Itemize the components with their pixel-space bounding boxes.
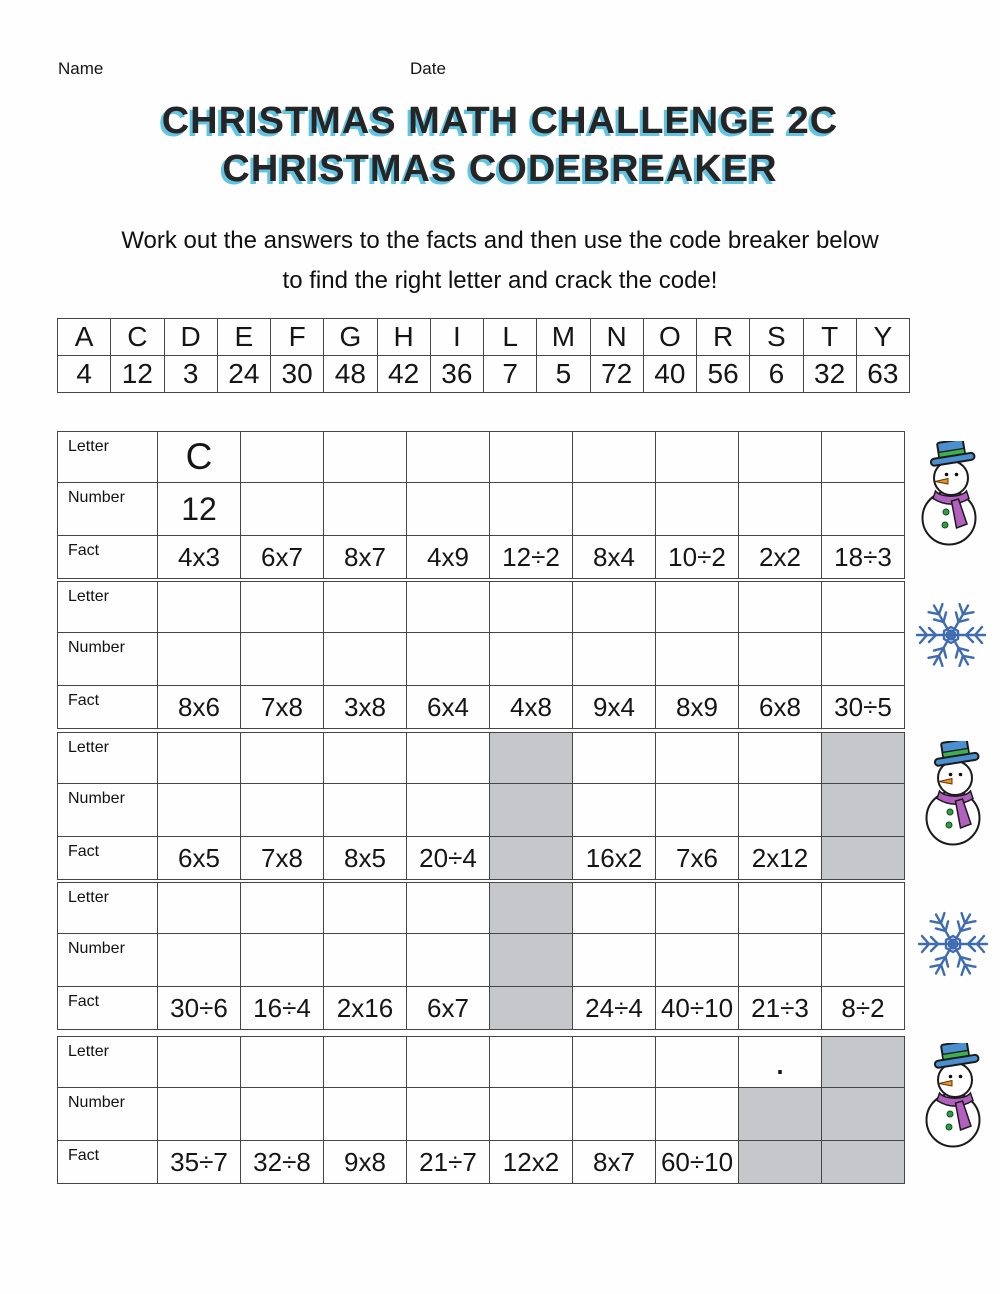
letter-cell: [656, 883, 739, 934]
fact-cell: 2x12: [739, 837, 822, 880]
number-row: [58, 1088, 905, 1141]
letter-cell: [573, 1037, 656, 1088]
instructions-line1: Work out the answers to the facts and then use the code breaker below: [121, 227, 879, 254]
fact-cell: 60÷10: [656, 1141, 739, 1184]
puzzle-table-2: [57, 581, 905, 729]
code-number-cell: 56: [697, 356, 750, 393]
fact-cell: [822, 1141, 905, 1184]
number-cell: [739, 1088, 822, 1141]
fact-cell: 9x4: [573, 686, 656, 729]
fact-cell: 6x5: [158, 837, 241, 880]
codebreaker-key-table: [57, 318, 910, 393]
fact-row: [58, 1141, 905, 1184]
letter-cell: [573, 733, 656, 784]
fact-cell: 8x7: [324, 536, 407, 579]
row-label-number: Number: [58, 784, 158, 837]
number-cell: [656, 483, 739, 536]
letter-cell: [241, 883, 324, 934]
code-letter-cell: G: [324, 319, 377, 356]
code-number-cell: 36: [430, 356, 483, 393]
fact-cell: 2x16: [324, 987, 407, 1030]
code-number-cell: 6: [750, 356, 803, 393]
number-cell: 12: [158, 483, 241, 536]
fact-row: [58, 686, 905, 729]
row-label-letter: Letter: [58, 432, 158, 483]
fact-cell: 8x4: [573, 536, 656, 579]
letter-cell: [822, 582, 905, 633]
letter-cell: [490, 733, 573, 784]
fact-cell: 8x5: [324, 837, 407, 880]
letter-cell: [573, 432, 656, 483]
letter-cell: [241, 582, 324, 633]
fact-cell: 18÷3: [822, 536, 905, 579]
letter-cell: [490, 432, 573, 483]
row-label-letter: Letter: [58, 1037, 158, 1088]
number-cell: [739, 483, 822, 536]
snowman-icon: [924, 741, 986, 847]
fact-cell: 9x8: [324, 1141, 407, 1184]
code-number-cell: 24: [217, 356, 270, 393]
snowflake-icon: [913, 597, 989, 673]
number-cell: [158, 784, 241, 837]
page-title-line1: CHRISTMAS MATH CHALLENGE 2C: [161, 100, 839, 142]
number-cell: [490, 934, 573, 987]
letter-cell: [739, 432, 822, 483]
fact-cell: 8x7: [573, 1141, 656, 1184]
puzzle-table-4: [57, 882, 905, 1030]
letter-cell: [822, 1037, 905, 1088]
fact-cell: [490, 837, 573, 880]
letter-cell: [324, 733, 407, 784]
letter-cell: [822, 883, 905, 934]
fact-cell: [490, 987, 573, 1030]
letter-cell: [656, 1037, 739, 1088]
number-cell: [656, 1088, 739, 1141]
letter-cell: [490, 883, 573, 934]
row-label-letter: Letter: [58, 883, 158, 934]
row-label-number: Number: [58, 1088, 158, 1141]
fact-cell: 7x8: [241, 837, 324, 880]
snowman-icon: [924, 1043, 986, 1149]
fact-cell: 2x2: [739, 536, 822, 579]
fact-cell: 7x8: [241, 686, 324, 729]
fact-cell: 7x6: [656, 837, 739, 880]
letter-cell: [656, 432, 739, 483]
fact-cell: 30÷6: [158, 987, 241, 1030]
name-label: Name: [58, 59, 104, 78]
code-letter-cell: T: [803, 319, 856, 356]
number-cell: [490, 784, 573, 837]
fact-row: [58, 987, 905, 1030]
letter-cell: [407, 582, 490, 633]
number-cell: [490, 1088, 573, 1141]
fact-cell: 6x7: [407, 987, 490, 1030]
puzzle-table-1: [57, 431, 905, 579]
letter-cell: [158, 883, 241, 934]
code-letter-cell: I: [430, 319, 483, 356]
code-letter-cell: L: [484, 319, 537, 356]
fact-cell: 10÷2: [656, 536, 739, 579]
number-cell: [241, 784, 324, 837]
fact-row: [58, 536, 905, 579]
fact-cell: [822, 837, 905, 880]
code-letter-cell: A: [58, 319, 111, 356]
code-letter-cell: D: [164, 319, 217, 356]
number-cell: [407, 483, 490, 536]
fact-cell: 8x9: [656, 686, 739, 729]
row-label-fact: Fact: [58, 1141, 158, 1184]
row-label-fact: Fact: [58, 987, 158, 1030]
fact-cell: 16÷4: [241, 987, 324, 1030]
code-number-cell: 12: [111, 356, 164, 393]
number-cell: [822, 1088, 905, 1141]
letter-cell: [324, 883, 407, 934]
instructions-line2: to find the right letter and crack the code!: [282, 267, 718, 294]
fact-cell: 8÷2: [822, 987, 905, 1030]
number-row: [58, 633, 905, 686]
row-label-fact: Fact: [58, 837, 158, 880]
code-letters-row: [58, 319, 910, 356]
letter-row: [58, 733, 905, 784]
fact-cell: 30÷5: [822, 686, 905, 729]
letter-cell: [407, 733, 490, 784]
code-letter-cell: N: [590, 319, 643, 356]
number-cell: [407, 633, 490, 686]
letter-cell: [739, 733, 822, 784]
letter-row: [58, 582, 905, 633]
number-row: [58, 934, 905, 987]
code-numbers-row: [58, 356, 910, 393]
row-label-number: Number: [58, 633, 158, 686]
letter-cell: [490, 582, 573, 633]
number-cell: [158, 633, 241, 686]
number-cell: [158, 934, 241, 987]
letter-cell: [407, 883, 490, 934]
number-cell: [490, 483, 573, 536]
puzzle-table-3: [57, 732, 905, 880]
letter-cell: [822, 432, 905, 483]
letter-cell: [822, 733, 905, 784]
row-label-fact: Fact: [58, 686, 158, 729]
letter-cell: [324, 1037, 407, 1088]
code-letter-cell: F: [271, 319, 324, 356]
letter-row: [58, 432, 905, 483]
code-number-cell: 48: [324, 356, 377, 393]
number-cell: [739, 934, 822, 987]
code-letter-cell: O: [643, 319, 696, 356]
letter-cell: [573, 582, 656, 633]
letter-cell: [324, 432, 407, 483]
number-cell: [407, 1088, 490, 1141]
number-cell: [241, 633, 324, 686]
fact-cell: 24÷4: [573, 987, 656, 1030]
code-number-cell: 3: [164, 356, 217, 393]
fact-cell: 4x8: [490, 686, 573, 729]
fact-cell: 20÷4: [407, 837, 490, 880]
fact-cell: 12÷2: [490, 536, 573, 579]
letter-cell: [324, 582, 407, 633]
number-cell: [573, 1088, 656, 1141]
code-letter-cell: C: [111, 319, 164, 356]
number-cell: [822, 483, 905, 536]
fact-cell: 21÷7: [407, 1141, 490, 1184]
fact-cell: 4x3: [158, 536, 241, 579]
number-row: [58, 483, 905, 536]
fact-cell: 6x4: [407, 686, 490, 729]
letter-cell: [158, 733, 241, 784]
number-cell: [822, 784, 905, 837]
number-cell: [241, 483, 324, 536]
number-cell: [573, 633, 656, 686]
letter-cell: .: [739, 1037, 822, 1088]
code-number-cell: 42: [377, 356, 430, 393]
number-cell: [324, 633, 407, 686]
letter-cell: [573, 883, 656, 934]
number-cell: [573, 934, 656, 987]
number-cell: [656, 633, 739, 686]
number-cell: [324, 784, 407, 837]
letter-cell: C: [158, 432, 241, 483]
letter-cell: [241, 432, 324, 483]
row-label-fact: Fact: [58, 536, 158, 579]
fact-cell: 32÷8: [241, 1141, 324, 1184]
number-cell: [739, 784, 822, 837]
number-cell: [324, 483, 407, 536]
code-letter-cell: S: [750, 319, 803, 356]
fact-cell: 6x8: [739, 686, 822, 729]
puzzle-table-5: [57, 1036, 905, 1184]
letter-cell: [158, 1037, 241, 1088]
number-cell: [241, 934, 324, 987]
fact-cell: 8x6: [158, 686, 241, 729]
code-number-cell: 32: [803, 356, 856, 393]
code-letter-cell: E: [217, 319, 270, 356]
code-letter-cell: H: [377, 319, 430, 356]
code-number-cell: 4: [58, 356, 111, 393]
letter-cell: [241, 733, 324, 784]
snowflake-icon: [915, 906, 991, 982]
row-label-number: Number: [58, 934, 158, 987]
code-number-cell: 5: [537, 356, 590, 393]
number-cell: [158, 1088, 241, 1141]
number-cell: [241, 1088, 324, 1141]
letter-cell: [739, 582, 822, 633]
letter-cell: [407, 432, 490, 483]
date-label: Date: [410, 59, 446, 78]
letter-cell: [241, 1037, 324, 1088]
row-label-number: Number: [58, 483, 158, 536]
number-cell: [573, 784, 656, 837]
letter-cell: [490, 1037, 573, 1088]
fact-cell: 3x8: [324, 686, 407, 729]
letter-cell: [656, 582, 739, 633]
number-cell: [739, 633, 822, 686]
code-number-cell: 72: [590, 356, 643, 393]
row-label-letter: Letter: [58, 733, 158, 784]
code-number-cell: 63: [856, 356, 909, 393]
fact-cell: 40÷10: [656, 987, 739, 1030]
number-cell: [407, 784, 490, 837]
letter-row: [58, 1037, 905, 1088]
letter-row: [58, 883, 905, 934]
row-label-letter: Letter: [58, 582, 158, 633]
code-letter-cell: R: [697, 319, 750, 356]
fact-cell: 21÷3: [739, 987, 822, 1030]
letter-cell: [656, 733, 739, 784]
code-letter-cell: Y: [856, 319, 909, 356]
letter-cell: [407, 1037, 490, 1088]
number-cell: [822, 934, 905, 987]
number-cell: [822, 633, 905, 686]
fact-cell: 4x9: [407, 536, 490, 579]
number-cell: [324, 1088, 407, 1141]
number-cell: [407, 934, 490, 987]
number-cell: [656, 934, 739, 987]
letter-cell: [158, 582, 241, 633]
number-cell: [573, 483, 656, 536]
snowman-icon: [920, 441, 982, 547]
code-number-cell: 30: [271, 356, 324, 393]
number-cell: [656, 784, 739, 837]
code-number-cell: 40: [643, 356, 696, 393]
number-row: [58, 784, 905, 837]
code-letter-cell: M: [537, 319, 590, 356]
fact-cell: 16x2: [573, 837, 656, 880]
number-cell: [490, 633, 573, 686]
code-number-cell: 7: [484, 356, 537, 393]
fact-cell: 35÷7: [158, 1141, 241, 1184]
letter-cell: [739, 883, 822, 934]
fact-row: [58, 837, 905, 880]
fact-cell: [739, 1141, 822, 1184]
page-title-line2: CHRISTMAS CODEBREAKER: [222, 148, 778, 190]
fact-cell: 12x2: [490, 1141, 573, 1184]
fact-cell: 6x7: [241, 536, 324, 579]
number-cell: [324, 934, 407, 987]
